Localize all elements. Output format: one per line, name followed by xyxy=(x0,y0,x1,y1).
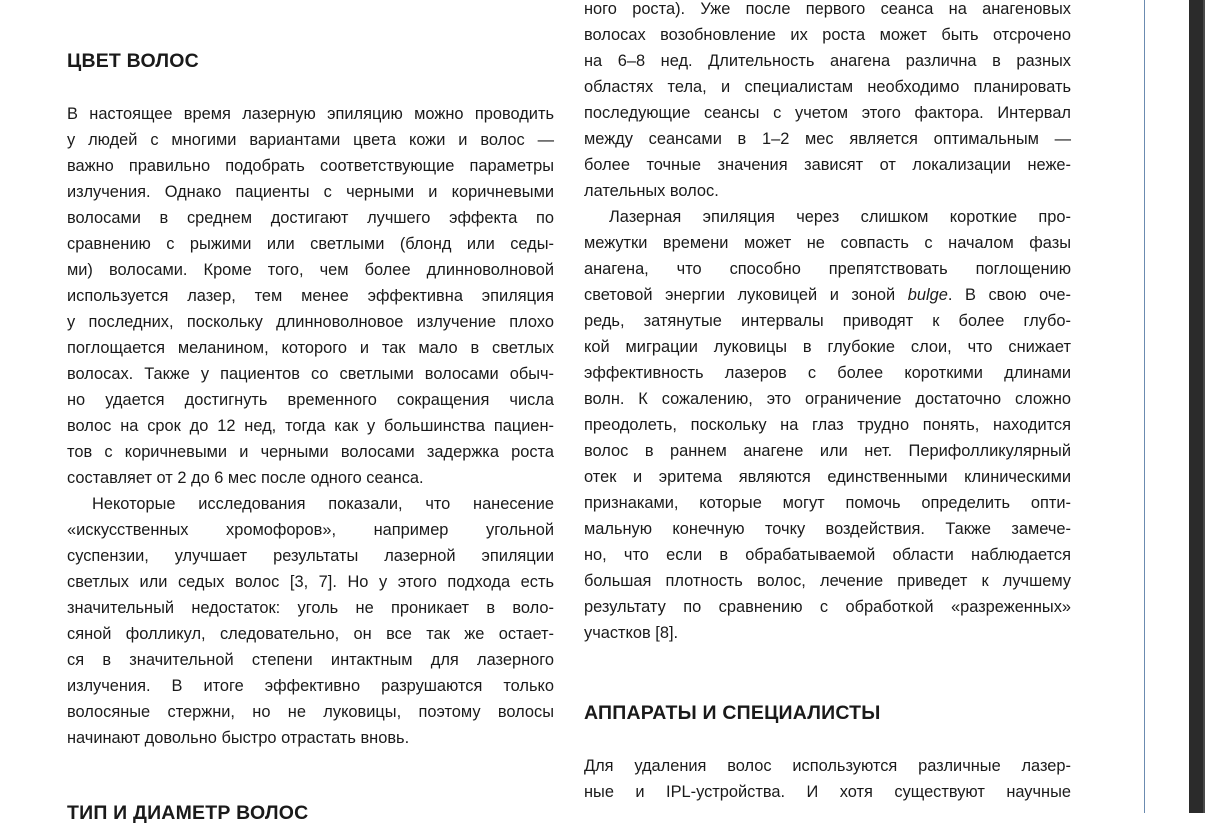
term-bulge: bulge xyxy=(907,286,948,304)
text-line: мальную конечную точку воздействия. Также замече- xyxy=(584,520,1071,538)
text-line: значительный недостаток: уголь не проникает в воло- xyxy=(67,599,554,617)
text-line: волосах возобновление их роста может быть отсрочено xyxy=(584,26,1071,44)
text-line: волосами в среднем достигают лучшего эффекта по xyxy=(67,209,554,227)
text-line: используется лазер, тем менее эффективна эпиляция xyxy=(67,287,554,305)
text-line: тов с коричневыми и черными волосами задержка роста xyxy=(67,443,554,461)
text-line xyxy=(584,282,1071,308)
section-heading-hair-color: ЦВЕТ ВОЛОС xyxy=(67,50,199,72)
text-line: «искусственных хромофоров», например угольной xyxy=(67,521,554,539)
viewer-gutter xyxy=(1145,0,1189,813)
text-line: участков [8]. xyxy=(584,624,679,642)
text-run: . В свою оче- xyxy=(947,286,1071,304)
text-line: составляет от 2 до 6 мес после одного сеанса. xyxy=(67,469,424,487)
section-heading-hair-type: ТИП И ДИАМЕТР ВОЛОС xyxy=(67,802,309,824)
text-line: большая плотность волос, лечение приведет к лучшему xyxy=(584,572,1071,590)
text-line: Лазерная эпиляция через слишком короткие про- xyxy=(609,208,1071,226)
text-line: излучения. Однако пациенты с черными и коричневыми xyxy=(67,183,554,201)
text-line: важно правильно подобрать соответствующие параметры xyxy=(67,157,554,175)
text-line: начинают довольно быстро отрастать вновь. xyxy=(67,729,410,747)
text-line: межутки времени может не совпасть с началом фазы xyxy=(584,234,1071,252)
section-heading-devices: АППАРАТЫ И СПЕЦИАЛИСТЫ xyxy=(584,702,881,724)
text-line: Для удаления волос используются различные лазер- xyxy=(584,757,1071,775)
text-line: ми) волосами. Кроме того, чем более длинноволновой xyxy=(67,261,554,279)
text-line: сяной фолликул, следовательно, он все так же остает- xyxy=(67,625,554,643)
text-line: между сеансами в 1–2 мес является оптимальным — xyxy=(584,130,1071,148)
text-line: суспензии, улучшает результаты лазерной эпиляции xyxy=(67,547,554,565)
text-line: более точные значения зависят от локализации неже- xyxy=(584,156,1071,174)
text-run: световой энергии луковицей и зоной xyxy=(584,286,908,304)
text-line: ся в значительной степени интактным для лазерного xyxy=(67,651,554,669)
text-line: Некоторые исследования показали, что нанесение xyxy=(92,495,554,513)
text-line: отек и эритема являются единственными клиническими xyxy=(584,468,1071,486)
text-line: на 6–8 нед. Длительность анагена различна в разных xyxy=(584,52,1071,70)
text-line: волос на срок до 12 нед, тогда как у большинства пациен- xyxy=(67,417,554,435)
text-line: волос в раннем анагене или нет. Перифолликулярный xyxy=(584,442,1071,460)
text-line: у людей с многими вариантами цвета кожи и волос — xyxy=(67,131,554,149)
text-line: лательных волос. xyxy=(584,182,719,200)
text-line: излучения. В итоге эффективно разрушаются только xyxy=(67,677,554,695)
text-line: эффективность лазеров с более короткими длинами xyxy=(584,364,1071,382)
text-line: кой миграции луковицы в глубокие слои, что снижает xyxy=(584,338,1071,356)
text-line: результату по сравнению с обработкой «разреженных» xyxy=(584,598,1071,616)
text-line: ного роста). Уже после первого сеанса на анагеновых xyxy=(584,0,1071,18)
text-line: признаками, которые могут помочь определить опти- xyxy=(584,494,1071,512)
text-line: но удается достигнуть временного сокращения числа xyxy=(67,391,554,409)
text-line: преодолеть, поскольку на глаз трудно понять, находится xyxy=(584,416,1071,434)
text-line: ные и IPL-устройства. И хотя существуют научные xyxy=(584,783,1071,801)
text-line: волн. К сожалению, это ограничение достаточно сложно xyxy=(584,390,1071,408)
text-line: светлых или седых волос [3, 7]. Но у этого подхода есть xyxy=(67,573,554,591)
text-line: последующие сеансы с учетом этого фактора. Интервал xyxy=(584,104,1071,122)
text-line: волосяные стержни, но не луковицы, поэтому волосы xyxy=(67,703,554,721)
text-line: но, что если в обрабатываемой области наблюдается xyxy=(584,546,1071,564)
text-line: поглощается меланином, которого и так мало в светлых xyxy=(67,339,554,357)
text-line: сравнению с рыжими или светлыми (блонд или седы- xyxy=(67,235,554,253)
text-line: В настоящее время лазерную эпиляцию можно проводить xyxy=(67,105,554,123)
text-line: волосах. Также у пациентов со светлыми волосами обыч- xyxy=(67,365,554,383)
text-line: областях тела, и специалистам необходимо планировать xyxy=(584,78,1071,96)
text-line: у последних, поскольку длинноволновое излучение плохо xyxy=(67,313,554,331)
text-line: анагена, что способно препятствовать поглощению xyxy=(584,260,1071,278)
text-line: редь, затянутые интервалы приводят к более глубо- xyxy=(584,312,1071,330)
